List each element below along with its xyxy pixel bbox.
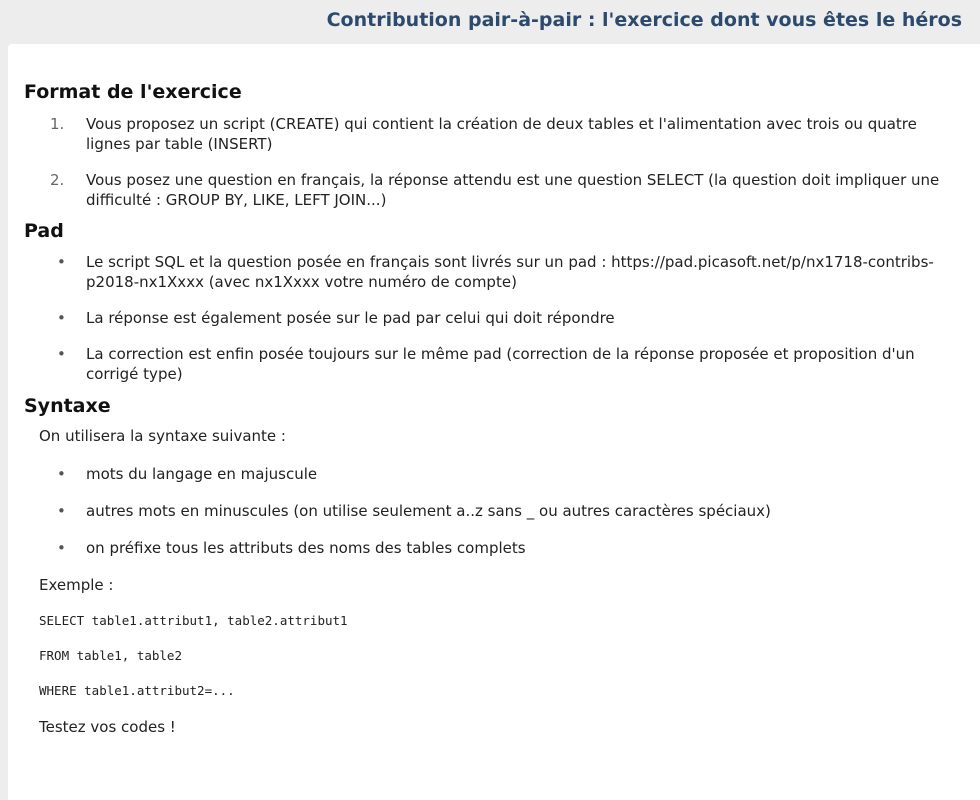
list-number: 2. bbox=[50, 171, 65, 189]
section-heading-syntaxe: Syntaxe bbox=[24, 395, 111, 417]
pad-list-item bbox=[24, 308, 980, 328]
page-header bbox=[0, 0, 980, 44]
closing-text: Testez vos codes ! bbox=[39, 718, 176, 736]
list-item-text: La correction est enfin posée toujours sur le même pad (correction de la réponse proposée et proposition d'un corrigé type) bbox=[86, 345, 915, 383]
list-item-text: Vous posez une question en français, la réponse attendu est une question SELECT (la question doit impliquer une difficulté : GROUP BY, LIKE, LEFT JOIN...) bbox=[86, 171, 940, 209]
pad-list-item bbox=[24, 252, 980, 292]
bullet-icon: • bbox=[57, 345, 66, 363]
bullet-icon: • bbox=[57, 253, 66, 271]
syntax-list-item bbox=[24, 501, 980, 521]
list-number: 1. bbox=[50, 115, 65, 133]
syntax-intro: On utilisera la syntaxe suivante : bbox=[39, 427, 286, 445]
page-title: Contribution pair-à-pair : l'exercice dont vous êtes le héros bbox=[326, 9, 962, 31]
syntax-list-item bbox=[24, 538, 980, 558]
list-item-text: La réponse est également posée sur le pad par celui qui doit répondre bbox=[86, 309, 615, 327]
bullet-icon: • bbox=[57, 539, 66, 557]
pad-list bbox=[24, 252, 980, 384]
list-item-text: autres mots en minuscules (on utilise seulement a..z sans _ ou autres caractères spéciaux) bbox=[86, 502, 771, 520]
bullet-icon: • bbox=[57, 465, 66, 483]
bullet-icon: • bbox=[57, 502, 66, 520]
list-item-text: mots du langage en majuscule bbox=[86, 465, 318, 483]
list-item-text: on préfixe tous les attributs des noms des tables complets bbox=[86, 539, 526, 557]
example-label: Exemple : bbox=[39, 576, 114, 594]
section-heading-pad: Pad bbox=[24, 220, 64, 242]
code-line-select: SELECT table1.attribut1, table2.attribut1 bbox=[39, 613, 348, 628]
list-item-text: Vous proposez un script (CREATE) qui contient la création de deux tables et l'alimentation avec trois ou quatre lignes par table (INSERT) bbox=[86, 115, 917, 153]
section-heading-format: Format de l'exercice bbox=[24, 81, 242, 103]
content-panel bbox=[8, 44, 980, 800]
bullet-icon: • bbox=[57, 309, 66, 327]
syntax-list-item bbox=[24, 464, 980, 484]
syntax-list bbox=[24, 464, 980, 558]
code-line-from: FROM table1, table2 bbox=[39, 648, 182, 663]
list-item-text: Le script SQL et la question posée en français sont livrés sur un pad : https://pad.picasoft.net/p/nx1718-contribs-p2018-nx1Xxxx (avec nx1Xxxx votre numéro de compte) bbox=[86, 253, 934, 291]
pad-list-item bbox=[24, 344, 980, 384]
format-list-item bbox=[24, 170, 980, 210]
format-list-item bbox=[24, 114, 980, 154]
format-list bbox=[24, 114, 980, 210]
code-line-where: WHERE table1.attribut2=... bbox=[39, 683, 235, 698]
